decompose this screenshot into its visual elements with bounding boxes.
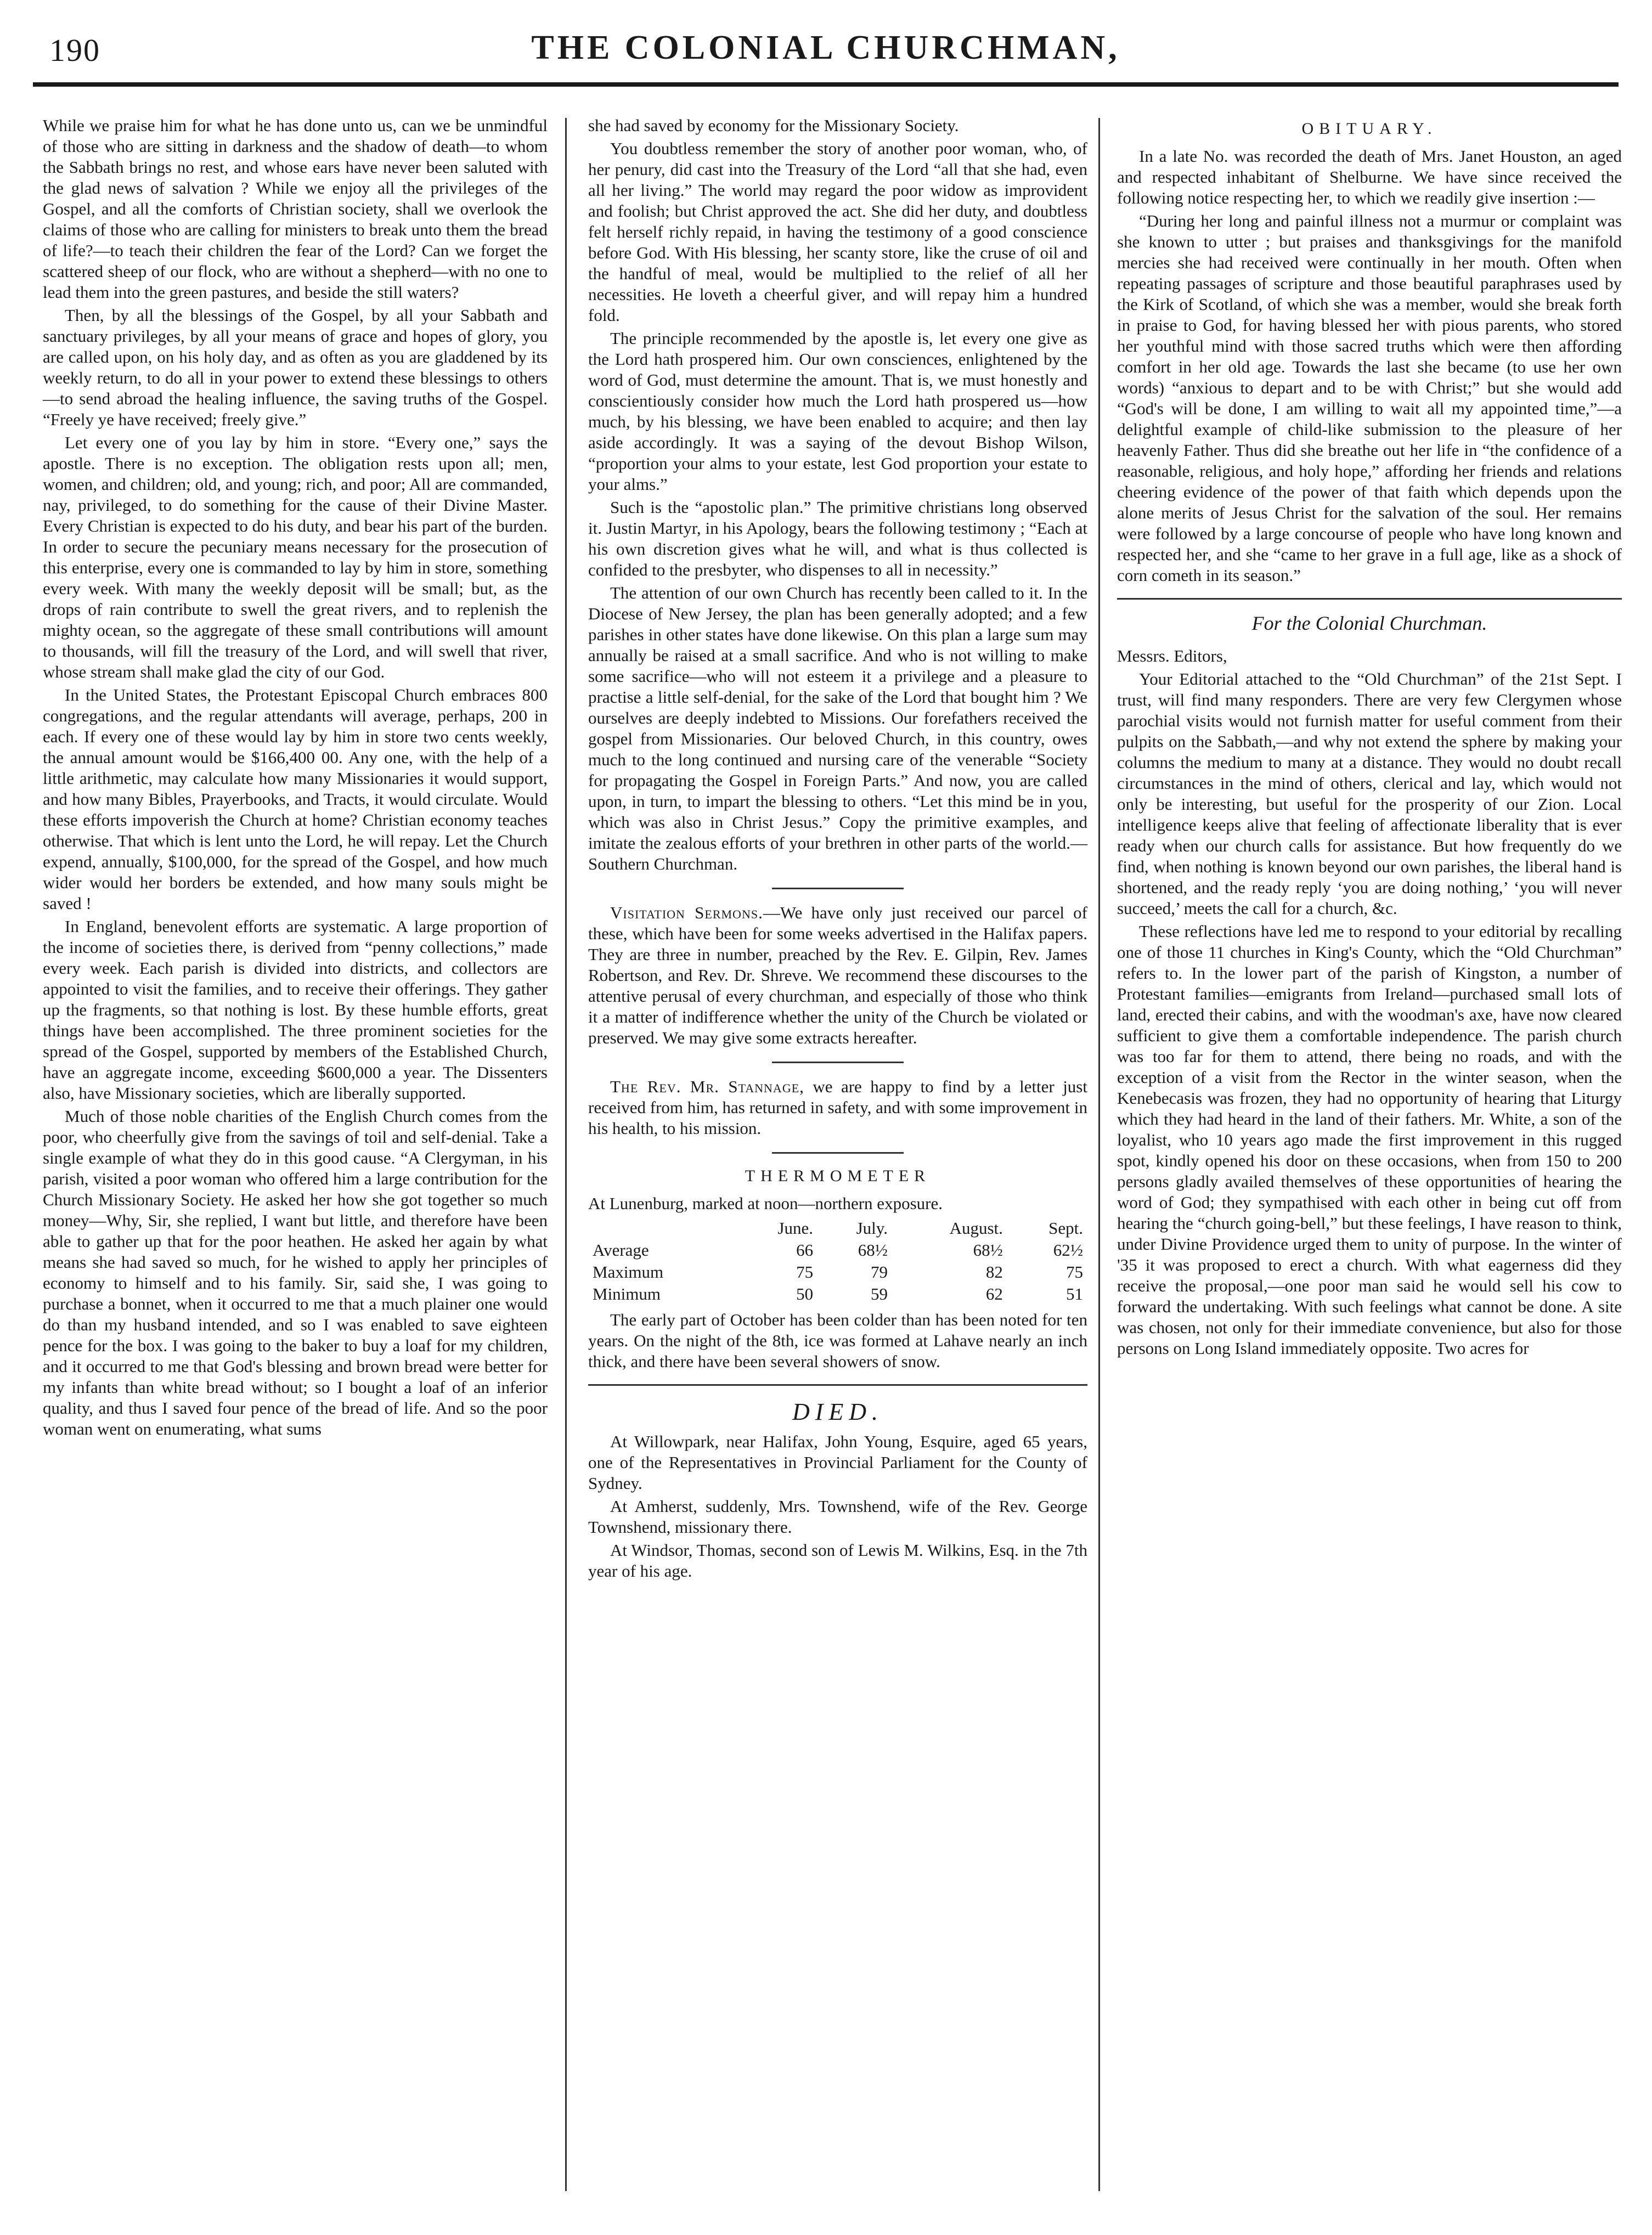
column-left [43, 115, 548, 1442]
section-rule [772, 1062, 904, 1063]
table-cell: 62 [985, 1284, 1003, 1303]
running-title: THE COLONIAL CHURCHMAN, [531, 29, 1120, 66]
article-paragraph: You doubtless remember the story of another poor woman, who, of her penury, did cast into the Treasury of the Lord “all that she had, even all her living.” The world may regard the poor widow as improvident and foolish; but Christ approved the act. She did her duty, and doubtless felt herself richly repaid, in having the testimony of a good conscience before God. With His blessing, her scanty store, like the cruse of oil and the handful of meal, would be multiplied to the relief of all her necessities. He loveth a cheerful giver, and will repay him a hundred fold. [588, 139, 1087, 325]
died-heading: DIED. [792, 1398, 884, 1425]
letter-salutation: Messrs. Editors, [1117, 646, 1227, 665]
section-rule [772, 888, 904, 889]
article-paragraph: she had saved by economy for the Missionary Society. [588, 116, 959, 135]
table-cell: 68½ [973, 1240, 1003, 1260]
table-cell: 51 [1066, 1284, 1083, 1303]
article-paragraph: The attention of our own Church has recently been called to it. In the Diocese of New Jersey, the plan has been generally adopted; and a few parishes in other states have done likewise. On this plan a large sum may annually be raised at a small sacrifice. And who is not willing to make some sacrifice—who will not esteem it a privilege and a pleasure to practise a little self-denial, for the sake of the Lord that bought him ? We ourselves are deeply indebted to Missions. Our forefathers received the gospel from Missionaries. Our beloved Church, in this country, owes much to the long continued and nursing care of the venerable “Society for propagating the Gospel in Foreign Parts.” And now, you are called upon, in turn, to impart the blessing to others. “Let this mind be in you, which was also in Christ Jesus.” Copy the primitive examples, and imitate the zealous efforts of your brethren in other parts of the world.—Southern Churchman. [588, 583, 1087, 873]
section-rule [588, 1384, 1087, 1386]
table-cell: 59 [871, 1284, 888, 1303]
letter-paragraph: Your Editorial attached to the “Old Churchman” of the 21st Sept. I trust, will find many responders. There are very few Clergymen whose parochial visits would not furnish matter for useful comment from their pulpits on the Sabbath,—and why not extend the sphere by making your columns the medium to many at a distance. They would no doubt recall circumstances in the mind of others, clerical and lay, which would not only be interesting, but useful for the prosperity of our Zion. Local intelligence keeps alive that feeling of affectionate liberality that is ever ready when our church calls for assistance. But how frequently do we find, when nothing is known beyond our own parishes, the liberal hand is shortened, and the ready reply ‘you are doing nothing,’ ‘you will never succeed,’ meets the call for a church, &c. [1117, 669, 1622, 918]
article-paragraph: Then, by all the blessings of the Gospel, by all your Sabbath and sanctuary privileges, by all your means of grace and hopes of glory, you are called upon, on his holy day, and as often as you are gladdened by its weekly return, to do all in your power to extend these blessings to others—to send abroad the healing influence, the saving truths of the Gospel. “Freely ye have received; freely give.” [43, 306, 548, 429]
article-paragraph: Much of those noble charities of the English Church comes from the poor, who cheerfully give from the savings of toil and self-denial. Take a single example of what they do in this good cause. “A Clergyman, in his parish, visited a poor woman who offered him a large contribution for the Church Missionary Society. He asked her how she got together so much money—Why, Sir, she replied, I want but little, and therefore have been able to gather up that for the poor heathen. He asked her again by what means she had saved so much, for he wished to apply her principles of economy to himself and to his family. Sir, said she, I was going to purchase a bonnet, when it occurred to me that a much plainer one would do than my husband intended, and so I was enabled to save eighteen pence for the box. I was going to the baker to buy a loaf for my children, and it occurred to me that God's blessing and brown bread were better for my infants than white bread without; so I bought a loaf of an inferior quality, and thus I saved four pence of the bread of life. And so the poor woman went on enumerating, what sums [43, 1107, 548, 1438]
obituary-paragraph: In a late No. was recorded the death of Mrs. Janet Houston, an aged and respected inhabitant of Shelburne. We have since received the following notice respecting her, to which we readily give insertion :— [1117, 146, 1622, 207]
table-cell: 68½ [858, 1240, 888, 1260]
obituary-paragraph: “During her long and painful illness not a murmur or complaint was she known to utter ; but praises and thanksgivings for the manifold mercies she had received were continually in her mouth. Often when repeating passages of scripture and those beautiful paraphrases used by the Kirk of Scotland, of which she was a member, would she break forth in praise to God, for having blessed her with pious parents, who stored her youthful mind with those sacred truths which were then affording comfort in her old age. Towards the last she became (to use her own words) “anxious to depart and to be with Christ;” but she would add “God's will be done, I am willing to wait all my appointed time,”—a delightful example of child-like submission to the pleasure of her heavenly Father. Thus did she breathe out her life in “the confidence of a reasonable, religious, and holy hope,” affording her friends and relations cheering evidence of the power of that faith which depends upon the alone merits of Jesus Christ for the salvation of the soul. Her remains were followed by a large concourse of people who have long known and respected her, and she “came to her grave in a full age, like as a shock of corn cometh in its season.” [1117, 211, 1622, 585]
table-cell: 79 [871, 1262, 888, 1282]
table-row [588, 1261, 1087, 1283]
stannage-text: we are happy to find by a letter just received from him, has returned in safety, and with some improvement in his health, to his mission. [588, 1077, 1087, 1138]
thermometer-note: The early part of October has been colder than has been noted for ten years. On the night of the 8th, ice was formed at Lahave nearly an inch thick, and there have been several showers of snow. [588, 1310, 1087, 1371]
row-label: Average [593, 1240, 649, 1260]
row-label: Maximum [593, 1262, 664, 1282]
column-middle [588, 115, 1087, 1584]
article-paragraph: The principle recommended by the apostle is, let every one give as the Lord hath prospered him. Our own consciences, enlightened by the word of God, must determine the amount. That is, we must honestly and conscientiously consider how much the Lord hath prospered us—how much, by his blessing, we have been enabled to acquire; and then lay aside accordingly. It was a saying of the devout Bishop Wilson, “proportion your alms to your estate, lest God proportion your estate to your alms.” [588, 329, 1087, 494]
letter-heading: For the Colonial Churchman. [1251, 612, 1487, 634]
table-cell: 75 [796, 1262, 814, 1282]
section-rule [1117, 598, 1622, 600]
visitation-text: —We have only just received our parcel of these, which have been for some weeks advertised in the Halifax papers. They are three in number, preached by the Rev. E. Gilpin, Rev. James Robertson, and Rev. Dr. Shreve. We recommend these discourses to the attentive perusal of every churchman, and especially of those who think it a matter of indifference whether the unity of the Church be violated or preserved. We may give some extracts hereafter. [588, 903, 1087, 1047]
article-paragraph: In England, benevolent efforts are systematic. A large proportion of the income of societies there, is derived from “penny collections,” made every week. Each parish is divided into districts, and collectors are appointed to visit the families, and to receive their offerings. They gather up the fragments, so that nothing is lost. By these humble efforts, great things have been accomplished. The three prominent societies for the spread of the Gospel, supported by members of the Established Church, have an aggregate income, exceeding $600,000 a year. The Dissenters also, have Missionary societies, which are liberally supported. [43, 917, 548, 1103]
month-header: Sept. [1048, 1218, 1083, 1238]
thermometer-table [588, 1217, 1087, 1305]
row-label: Minimum [593, 1284, 661, 1303]
table-cell: 66 [796, 1240, 814, 1260]
table-row [588, 1239, 1087, 1261]
table-cell: 75 [1066, 1262, 1083, 1282]
month-header: August. [949, 1218, 1003, 1238]
section-rule [772, 1152, 904, 1154]
thermometer-heading: THERMOMETER [745, 1167, 931, 1185]
letter-paragraph: These reflections have led me to respond to your editorial by recalling one of those 11 churches in King's County, which the “Old Churchman” refers to. In the lower part of the parish of Kingston, a number of Protestant families—emigrants from Ireland—purchased small lots of land, erected their cabins, and with the woodman's axe, have now cleared sufficient to give them a comfortable independence. The parish church was too far for them to attend, there being no roads, and with the exception of a visit from the Rector in the winter season, when the Kenebecasis was frozen, they had no opportunity of hearing that Liturgy which they had heard in the land of their fathers. Mr. White, a son of the loyalist, who 10 years ago made the first improvement in this rugged spot, kindly opened his door on these occasions, when from 150 to 200 persons gladly availed themselves of these opportunities of hearing the word of God; they sympathised with each other in being cut off from hearing the “church going-bell,” but these feelings, I have reason to think, under Divine Providence urged them to unity of purpose. In the winter of '35 it was proposed to erect a church. With what eagerness did they receive the proposal,—one poor man said he would sell his cow to forward the undertaking. With such feelings what cannot be done. A site was chosen, not only for their immediate convenience, but also for those persons on Long Island immediately opposite. Two acres for [1117, 922, 1622, 1358]
header-rule [33, 82, 1619, 87]
obituary-heading: OBITUARY. [1301, 120, 1437, 138]
thermometer-intro: At Lunenburg, marked at noon—northern exposure. [588, 1194, 943, 1213]
visitation-lead: Visitation Sermons. [610, 903, 763, 922]
article-paragraph: Such is the “apostolic plan.” The primitive christians long observed it. Justin Martyr, in his Apology, bears the following testimony ; “Each at his own discretion gives what he will, and what is thus collected is confided to the presbyter, who dispenses to all in necessity.” [588, 498, 1087, 579]
page-number: 190 [49, 32, 100, 68]
article-paragraph: While we praise him for what he has done unto us, can we be unmindful of those who are sitting in darkness and the shadow of death—to whom the Sabbath brings no rest, and whose ears have never been saluted with the glad news of salvation ? While we enjoy all the privileges of the Gospel, and all the comforts of Christian society, shall we overlook the claims of those who are calling for ministers to break unto them the bread of life?—to teach their children the fear of the Lord? Can we forget the scattered sheep of our flock, who are without a shepherd—with no one to lead them into the green pastures, and beside the still waters? [43, 116, 548, 302]
month-header: July. [856, 1218, 888, 1238]
table-cell: 50 [796, 1284, 814, 1303]
article-paragraph: In the United States, the Protestant Episcopal Church embraces 800 congregations, and the regular attendants will average, perhaps, 200 in each. If every one of these would lay by him in store two cents weekly, the annual amount would be $166,400 00. Any one, with the help of a little arithmetic, may calculate how many Missionaries it would support, and how many Bibles, Prayerbooks, and Tracts, it would circulate. Would these efforts impoverish the Church at home? Christian economy teaches otherwise. That which is lent unto the Lord, he will repay. Let the Church expend, annually, $100,000, for the spread of the Gospel, and how much wider would her borders be extended, and how many souls might be saved ! [43, 685, 548, 913]
visitation-notice [588, 902, 1087, 1048]
stannage-notice [588, 1076, 1087, 1139]
death-notice: At Windsor, Thomas, second son of Lewis M. Wilkins, Esq. in the 7th year of his age. [588, 1540, 1087, 1581]
column-divider-1 [565, 118, 567, 2191]
table-cell: 62½ [1053, 1240, 1083, 1260]
table-row [588, 1283, 1087, 1305]
death-notice: At Willowpark, near Halifax, John Young, Esquire, aged 65 years, one of the Representatives in Provincial Parliament for the County of Sydney. [588, 1432, 1087, 1493]
table-cell: 82 [985, 1262, 1003, 1282]
stannage-lead: The Rev. Mr. Stannage, [610, 1077, 804, 1096]
death-notice: At Amherst, suddenly, Mrs. Townshend, wife of the Rev. George Townshend, missionary there. [588, 1497, 1087, 1537]
article-paragraph: Let every one of you lay by him in store. “Every one,” says the apostle. There is no exception. The obligation rests upon all; men, women, and children; old, and young; rich, and poor; All are commanded, nay, privileged, to do something for the cause of their Divine Master. Every Christian is expected to do his duty, and bear his part of the burden. In order to secure the pecuniary means necessary for the prosecution of this enterprise, every one is commanded to lay by him in store, something every week. With many the weekly deposit will be small; but, as the drops of rain contribute to swell the great rivers, and to replenish the mighty ocean, so the aggregate of these small contributions will amount to thousands, will fill the treasury of the Lord, and will swell that river, whose stream shall make glad the city of our God. [43, 433, 548, 681]
column-divider-2 [1098, 118, 1100, 2191]
column-right [1117, 115, 1622, 1361]
page-header [33, 0, 1619, 110]
month-header: June. [777, 1218, 814, 1238]
thermometer-header-row [588, 1217, 1087, 1239]
